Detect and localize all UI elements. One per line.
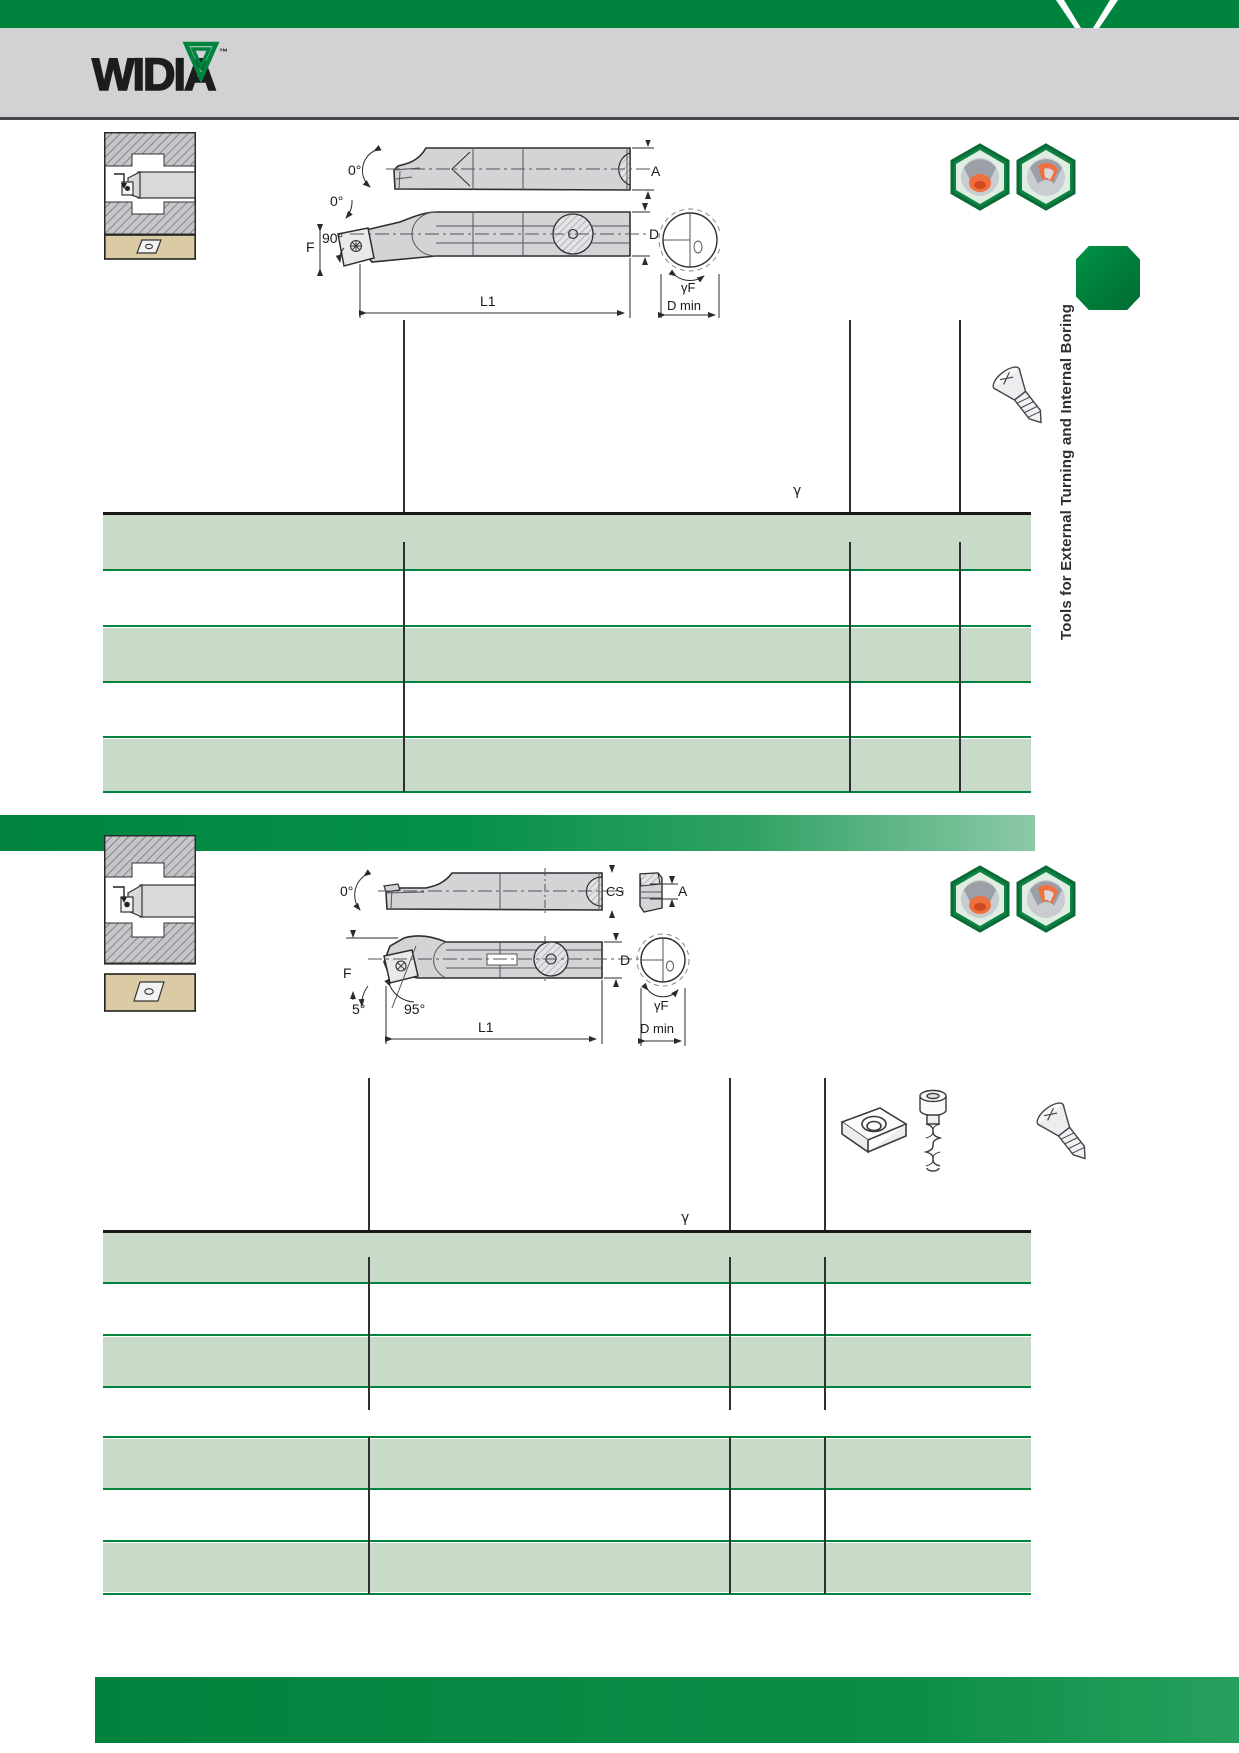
widia-logo-mark-icon [182,40,222,82]
widia-logo: WIDIA [92,49,215,100]
application-icons-2 [948,864,1080,940]
sidebar-caption: Tools for External Turning and Internal Boring [1058,303,1075,640]
angle-0-side-label: 0° [330,193,344,209]
dim-d-label: D [649,226,660,242]
internal-turning-icon [952,867,1008,931]
angle-95-label: 95° [404,1001,426,1017]
clamp-screw-icon [910,1084,956,1180]
internal-boring-icon [1018,867,1074,931]
angle-0-top2-label: 0° [340,883,354,899]
table-row [103,515,1031,569]
gamma-f-label: γF [681,280,696,295]
application-pictogram-2 [104,835,196,1012]
table2-gamma-header: γ [681,1210,690,1226]
dim-f2-label: F [343,965,352,981]
dim-l1-label: L1 [480,293,496,309]
angle-90-label: 90° [322,230,344,246]
footer-green-bar [95,1677,1239,1743]
countersunk-screw-icon [1022,1090,1116,1186]
table-1-toolholders [103,320,1031,794]
internal-boring-icon [1018,145,1074,209]
internal-turning-icon [952,145,1008,209]
table1-gamma-header: γ [793,483,802,499]
dim-l1-2-label: L1 [478,1019,494,1035]
dim-d2-label: D [620,952,631,968]
section-tab [1076,246,1140,310]
dim-f-label: F [306,239,315,255]
dim-cs-label: CS [606,884,625,899]
angle-5-label: 5° [352,1001,366,1017]
technical-drawing-boring-bar-95deg [300,862,720,1060]
angle-0-top-label: 0° [348,162,362,178]
technical-drawing-boring-bar-90deg [300,140,720,325]
top-green-bar [0,0,1239,28]
countersunk-screw-icon [982,356,1068,448]
table-row [103,628,1031,681]
dim-a-label: A [651,163,661,179]
trademark-symbol: ™ [219,47,228,57]
application-pictogram-1 [104,132,196,260]
square-insert-icon [834,1100,914,1172]
table-row [103,1543,1031,1592]
table-row [103,1233,1031,1282]
application-icons-1 [948,142,1080,218]
table-row [103,1337,1031,1386]
dim-a2-label: A [678,883,688,899]
table-row [103,1439,1031,1488]
gamma-f2-label: γF [654,998,669,1013]
d-min2-label: D min [640,1021,674,1036]
d-min-label: D min [667,298,701,313]
table-row [103,739,1031,792]
